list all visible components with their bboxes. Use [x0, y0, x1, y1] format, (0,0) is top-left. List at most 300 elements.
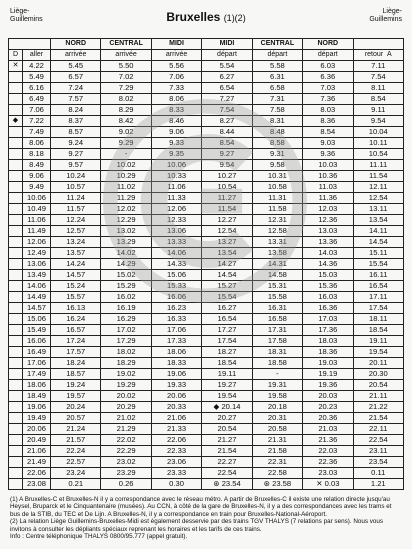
time-cell: 5.58: [252, 61, 302, 72]
timetable-row: [9, 160, 404, 171]
time-cell: 9.35: [151, 149, 201, 160]
time-cell: 21.57: [51, 435, 101, 446]
return-station-label: Liège- Guillemins: [369, 8, 402, 23]
row-symbol-cell: [9, 270, 23, 281]
time-cell: 15.24: [51, 281, 101, 292]
time-cell: 15.54: [202, 292, 252, 303]
time-cell: 16.58: [252, 314, 302, 325]
time-cell: 6.16: [23, 83, 51, 94]
timetable-row: [9, 226, 404, 237]
header-central-departure: CENTRAL: [252, 39, 302, 50]
time-cell: 18.03: [303, 336, 353, 347]
time-cell: 21.22: [353, 402, 403, 413]
timetable-row: [9, 116, 404, 127]
time-cell: 12.06: [151, 204, 201, 215]
time-cell: 10.11: [353, 138, 403, 149]
time-cell: 11.58: [252, 204, 302, 215]
time-cell: 19.58: [252, 391, 302, 402]
row-symbol-cell: [9, 127, 23, 138]
time-cell: 14.24: [51, 259, 101, 270]
time-cell: 22.02: [101, 435, 151, 446]
time-cell: 8.42: [101, 116, 151, 127]
time-cell: 19.57: [51, 391, 101, 402]
time-cell: 17.54: [202, 336, 252, 347]
time-cell: 19.36: [303, 380, 353, 391]
header-arrivee-1: arrivée: [51, 50, 101, 61]
time-cell: 22.11: [353, 424, 403, 435]
row-symbol-cell: [9, 182, 23, 193]
time-cell: 11.02: [101, 182, 151, 193]
time-cell: 22.03: [303, 446, 353, 457]
time-cell: 14.57: [23, 303, 51, 314]
time-cell: 8.31: [252, 116, 302, 127]
time-cell: 18.11: [353, 314, 403, 325]
time-cell: ⊛ 23.58: [252, 479, 302, 490]
timetable-row: [9, 105, 404, 116]
time-cell: 18.36: [303, 347, 353, 358]
row-symbol-cell: [9, 94, 23, 105]
header-central-arrival: CENTRAL: [101, 39, 151, 50]
time-cell: 13.27: [202, 237, 252, 248]
time-cell: 12.11: [353, 182, 403, 193]
row-symbol-cell: ◆: [9, 116, 23, 127]
row-symbol-cell: [9, 226, 23, 237]
time-cell: 7.33: [151, 83, 201, 94]
time-cell: 17.29: [101, 336, 151, 347]
time-cell: 9.11: [353, 105, 403, 116]
time-cell: 10.27: [202, 171, 252, 182]
time-cell: 15.03: [303, 270, 353, 281]
timetable-row: [9, 424, 404, 435]
timetable-row: [9, 391, 404, 402]
time-cell: 13.36: [303, 237, 353, 248]
timetable-row: [9, 270, 404, 281]
time-cell: 22.06: [151, 435, 201, 446]
header-nord-departure: NORD: [303, 39, 353, 50]
time-cell: 15.31: [252, 281, 302, 292]
time-cell: 21.54: [353, 413, 403, 424]
time-cell: 14.57: [51, 270, 101, 281]
time-cell: 20.33: [151, 402, 201, 413]
row-symbol-cell: [9, 105, 23, 116]
row-symbol-cell: [9, 325, 23, 336]
time-cell: 15.11: [353, 248, 403, 259]
time-cell: 6.36: [303, 72, 353, 83]
time-cell: 18.02: [101, 347, 151, 358]
time-cell: 12.24: [51, 215, 101, 226]
time-cell: 23.33: [151, 468, 201, 479]
time-cell: 12.06: [23, 237, 51, 248]
time-cell: 14.36: [303, 259, 353, 270]
time-cell: 7.24: [51, 83, 101, 94]
row-symbol-cell: ✕: [9, 61, 23, 72]
row-symbol-cell: [9, 281, 23, 292]
time-cell: 22.58: [252, 468, 302, 479]
time-cell: 15.57: [51, 292, 101, 303]
time-cell: 8.57: [51, 127, 101, 138]
timetable-row: [9, 457, 404, 468]
row-symbol-cell: [9, 314, 23, 325]
time-cell: 14.27: [202, 259, 252, 270]
row-symbol-cell: [9, 347, 23, 358]
time-cell: 14.33: [151, 259, 201, 270]
timetable-row: [9, 204, 404, 215]
time-cell: 11.31: [252, 193, 302, 204]
row-symbol-cell: [9, 83, 23, 94]
time-cell: 8.27: [202, 116, 252, 127]
header-row-stations: [9, 39, 404, 50]
time-cell: 21.54: [202, 446, 252, 457]
time-cell: 21.02: [101, 413, 151, 424]
time-cell: 6.57: [51, 72, 101, 83]
time-cell: 16.29: [101, 314, 151, 325]
time-cell: 10.24: [51, 171, 101, 182]
time-cell: 19.54: [202, 391, 252, 402]
time-cell: 6.31: [252, 72, 302, 83]
time-cell: 20.57: [51, 413, 101, 424]
time-cell: 6.27: [202, 72, 252, 83]
row-symbol-cell: [9, 435, 23, 446]
time-cell: 20.27: [202, 413, 252, 424]
time-cell: 7.22: [23, 116, 51, 127]
time-cell: 11.11: [353, 160, 403, 171]
time-cell: 21.33: [151, 424, 201, 435]
time-cell: 10.06: [23, 193, 51, 204]
header-depart-1: départ: [202, 50, 252, 61]
time-cell: 7.06: [151, 72, 201, 83]
time-cell: 10.49: [23, 204, 51, 215]
time-cell: 16.06: [151, 292, 201, 303]
time-cell: 15.06: [23, 314, 51, 325]
timetable-row: [9, 248, 404, 259]
row-symbol-cell: [9, 138, 23, 149]
time-cell: 16.02: [101, 292, 151, 303]
time-cell: 13.54: [353, 215, 403, 226]
row-symbol-cell: [9, 336, 23, 347]
time-cell: 8.11: [353, 83, 403, 94]
time-cell: 11.57: [51, 204, 101, 215]
time-cell: 13.54: [202, 248, 252, 259]
time-cell: 11.54: [202, 204, 252, 215]
time-cell: 11.24: [51, 193, 101, 204]
header-row-labels: [9, 50, 404, 61]
time-cell: 19.27: [202, 380, 252, 391]
timetable-row: [9, 402, 404, 413]
time-cell: 14.31: [252, 259, 302, 270]
time-cell: 16.13: [51, 303, 101, 314]
time-cell: 6.49: [23, 94, 51, 105]
timetable-row: [9, 358, 404, 369]
time-cell: 11.29: [101, 193, 151, 204]
time-cell: 16.03: [303, 292, 353, 303]
time-cell: 17.36: [303, 325, 353, 336]
row-symbol-cell: [9, 171, 23, 182]
time-cell: 16.27: [202, 303, 252, 314]
time-cell: 13.57: [51, 248, 101, 259]
time-cell: 12.31: [252, 215, 302, 226]
time-cell: 0.11: [353, 468, 403, 479]
timetable-row: [9, 171, 404, 182]
time-cell: 17.11: [353, 292, 403, 303]
timetable-row: [9, 435, 404, 446]
time-cell: 10.29: [101, 171, 151, 182]
time-cell: 10.03: [303, 160, 353, 171]
row-symbol-cell: [9, 248, 23, 259]
time-cell: 13.06: [23, 259, 51, 270]
time-cell: 9.57: [51, 160, 101, 171]
time-cell: 13.06: [151, 226, 201, 237]
time-cell: 9.27: [51, 149, 101, 160]
time-cell: 11.03: [303, 182, 353, 193]
timetable-row: [9, 413, 404, 424]
time-cell: 18.33: [151, 358, 201, 369]
timetable-row: [9, 127, 404, 138]
header-d: D: [9, 50, 23, 61]
time-cell: 9.54: [353, 116, 403, 127]
time-cell: 20.31: [252, 413, 302, 424]
header-aller: aller: [23, 50, 51, 61]
time-cell: ◆ 20.14: [202, 402, 252, 413]
time-cell: 21.11: [353, 391, 403, 402]
time-cell: 10.58: [252, 182, 302, 193]
time-cell: 18.29: [101, 358, 151, 369]
header-retour: retour: [364, 51, 384, 58]
time-cell: 1.21: [353, 479, 403, 490]
time-cell: 5.49: [23, 72, 51, 83]
timetable-row: [9, 303, 404, 314]
time-cell: ⊛ 23.54: [202, 479, 252, 490]
timetable-row: [9, 369, 404, 380]
time-cell: 8.24: [51, 105, 101, 116]
time-cell: 8.46: [151, 116, 201, 127]
time-cell: 20.54: [353, 380, 403, 391]
time-cell: 21.31: [252, 435, 302, 446]
time-cell: 8.36: [303, 116, 353, 127]
time-cell: 18.58: [252, 358, 302, 369]
time-cell: 20.29: [101, 402, 151, 413]
time-cell: 14.03: [303, 248, 353, 259]
time-cell: 9.49: [23, 182, 51, 193]
time-cell: 19.02: [101, 369, 151, 380]
time-cell: 7.36: [303, 94, 353, 105]
timetable-row: [9, 215, 404, 226]
timetable-row: [9, 138, 404, 149]
time-cell: 18.06: [151, 347, 201, 358]
time-cell: 22.06: [23, 468, 51, 479]
time-cell: 17.54: [353, 303, 403, 314]
row-symbol-cell: [9, 292, 23, 303]
time-cell: 8.29: [101, 105, 151, 116]
time-cell: 10.54: [202, 182, 252, 193]
time-cell: 8.06: [151, 94, 201, 105]
time-cell: 7.49: [23, 127, 51, 138]
timetable-row: [9, 281, 404, 292]
time-cell: 14.06: [151, 248, 201, 259]
time-cell: 16.23: [151, 303, 201, 314]
time-cell: 16.24: [51, 314, 101, 325]
time-cell: 20.58: [252, 424, 302, 435]
timetable-row: [9, 83, 404, 94]
time-cell: 11.06: [23, 215, 51, 226]
time-cell: 5.50: [101, 61, 151, 72]
time-cell: 9.27: [202, 149, 252, 160]
time-cell: 13.33: [151, 237, 201, 248]
time-cell: 21.06: [151, 413, 201, 424]
time-cell: 10.54: [353, 149, 403, 160]
time-cell: 10.02: [101, 160, 151, 171]
header-depart-2: départ: [252, 50, 302, 61]
time-cell: 12.49: [23, 248, 51, 259]
time-cell: 19.11: [353, 336, 403, 347]
row-symbol-cell: [9, 149, 23, 160]
time-cell: 17.49: [23, 369, 51, 380]
time-cell: -: [252, 369, 302, 380]
timetable-row: [9, 182, 404, 193]
time-cell: 18.31: [252, 347, 302, 358]
time-cell: 12.36: [303, 215, 353, 226]
row-symbol-cell: [9, 457, 23, 468]
time-cell: 20.06: [151, 391, 201, 402]
timetable-row: [9, 468, 404, 479]
time-cell: 20.18: [252, 402, 302, 413]
time-cell: 14.54: [202, 270, 252, 281]
time-cell: 21.24: [51, 424, 101, 435]
row-symbol-cell: [9, 259, 23, 270]
timetable-row: [9, 72, 404, 83]
time-cell: 16.54: [202, 314, 252, 325]
time-cell: 8.37: [51, 116, 101, 127]
time-cell: 22.29: [101, 446, 151, 457]
time-cell: 17.27: [202, 325, 252, 336]
time-cell: 8.44: [202, 127, 252, 138]
timetable-row: [9, 325, 404, 336]
time-cell: 23.02: [101, 457, 151, 468]
time-cell: 15.49: [23, 325, 51, 336]
time-cell: 22.24: [51, 446, 101, 457]
time-cell: 6.58: [252, 83, 302, 94]
time-cell: 12.54: [202, 226, 252, 237]
time-cell: 7.54: [353, 72, 403, 83]
row-symbol-cell: [9, 303, 23, 314]
timetable-row: [9, 347, 404, 358]
header-midi-arrival: MIDI: [151, 39, 201, 50]
time-cell: 23.54: [353, 457, 403, 468]
time-cell: 20.54: [202, 424, 252, 435]
header-blank-right: [353, 39, 403, 50]
footnote-2: (2) La relation Liège Guillemins-Bruxelles-Midi est également desservie par des trains TGV THALYS (7 relations par sens). Nous vous invitons à consulter les dépliants spéciaux reprenant les horaires et les tarifs de ces trains.: [10, 518, 384, 533]
time-cell: 21.06: [23, 446, 51, 457]
time-cell: 7.58: [252, 105, 302, 116]
time-cell: 9.06: [23, 171, 51, 182]
time-cell: 18.06: [23, 380, 51, 391]
time-cell: 9.06: [151, 127, 201, 138]
time-cell: 19.24: [51, 380, 101, 391]
time-cell: 20.02: [101, 391, 151, 402]
time-cell: 7.27: [202, 94, 252, 105]
time-cell: 17.02: [101, 325, 151, 336]
header-arrivee-2: arrivée: [101, 50, 151, 61]
time-cell: 16.54: [353, 281, 403, 292]
footnote-1: (1) A Bruxelles-C et Bruxelles-N il y a correspondance avec le réseau métro. A partir de Bruxelles-C il existe une relation directe jusqu'au Heysel, Bruparck et le Cinquantenaire (musées). Au CCN, à côté de la gare de Bruxelles-N, il y a des correspondances avec les trams et bus de la STIB, du TEC et De Lijn. A Bruxelles-N, il y a correspondance en train pour Bruxelles-National-Aéroport.: [10, 496, 392, 518]
time-cell: 19.03: [303, 358, 353, 369]
time-cell: 17.57: [51, 347, 101, 358]
timetable-row: [9, 237, 404, 248]
time-cell: 12.29: [101, 215, 151, 226]
time-cell: 17.06: [23, 358, 51, 369]
time-cell: 16.31: [252, 303, 302, 314]
timetable-row: [9, 149, 404, 160]
row-symbol-cell: [9, 391, 23, 402]
time-cell: 10.36: [303, 171, 353, 182]
time-cell: ✕ 0.03: [303, 479, 353, 490]
header-a: A: [387, 51, 392, 58]
time-cell: 7.57: [51, 94, 101, 105]
time-cell: -: [101, 149, 151, 160]
time-cell: 22.27: [202, 457, 252, 468]
timetable-row: [9, 61, 404, 72]
time-cell: 23.11: [353, 446, 403, 457]
time-cell: 13.24: [51, 237, 101, 248]
time-cell: 7.54: [202, 105, 252, 116]
time-cell: 14.54: [353, 237, 403, 248]
time-cell: 7.31: [252, 94, 302, 105]
row-symbol-cell: [9, 237, 23, 248]
time-cell: 18.24: [51, 358, 101, 369]
time-cell: 5.54: [202, 61, 252, 72]
time-cell: 21.36: [303, 435, 353, 446]
time-cell: 18.49: [23, 391, 51, 402]
time-cell: 23.24: [51, 468, 101, 479]
header-retour-a: [353, 50, 403, 61]
time-cell: 7.03: [303, 83, 353, 94]
time-cell: 17.58: [252, 336, 302, 347]
time-cell: 15.54: [353, 259, 403, 270]
time-cell: 11.06: [151, 182, 201, 193]
time-cell: 11.54: [353, 171, 403, 182]
row-symbol-cell: [9, 424, 23, 435]
time-cell: 8.49: [23, 160, 51, 171]
timetable-page: [8, 6, 404, 540]
time-cell: 8.54: [202, 138, 252, 149]
time-cell: 13.03: [303, 226, 353, 237]
time-cell: 16.57: [51, 325, 101, 336]
time-cell: 14.49: [23, 292, 51, 303]
row-symbol-cell: [9, 380, 23, 391]
time-cell: 18.54: [353, 325, 403, 336]
time-cell: 7.06: [23, 105, 51, 116]
time-cell: 12.03: [303, 204, 353, 215]
time-cell: 17.06: [151, 325, 201, 336]
time-cell: 10.06: [151, 160, 201, 171]
header-nord-arrival: NORD: [51, 39, 101, 50]
time-cell: 12.33: [151, 215, 201, 226]
time-cell: 13.11: [353, 204, 403, 215]
timetable-row: [9, 193, 404, 204]
time-cell: 20.24: [51, 402, 101, 413]
time-cell: 4.22: [23, 61, 51, 72]
timetable-row: [9, 336, 404, 347]
time-cell: 8.33: [151, 105, 201, 116]
time-cell: 14.58: [252, 270, 302, 281]
time-cell: 0.26: [101, 479, 151, 490]
time-cell: 20.30: [353, 369, 403, 380]
row-symbol-cell: [9, 468, 23, 479]
time-cell: 13.29: [101, 237, 151, 248]
time-cell: 8.54: [353, 94, 403, 105]
time-cell: 8.02: [101, 94, 151, 105]
header-depart-3: départ: [303, 50, 353, 61]
row-symbol-cell: [9, 215, 23, 226]
